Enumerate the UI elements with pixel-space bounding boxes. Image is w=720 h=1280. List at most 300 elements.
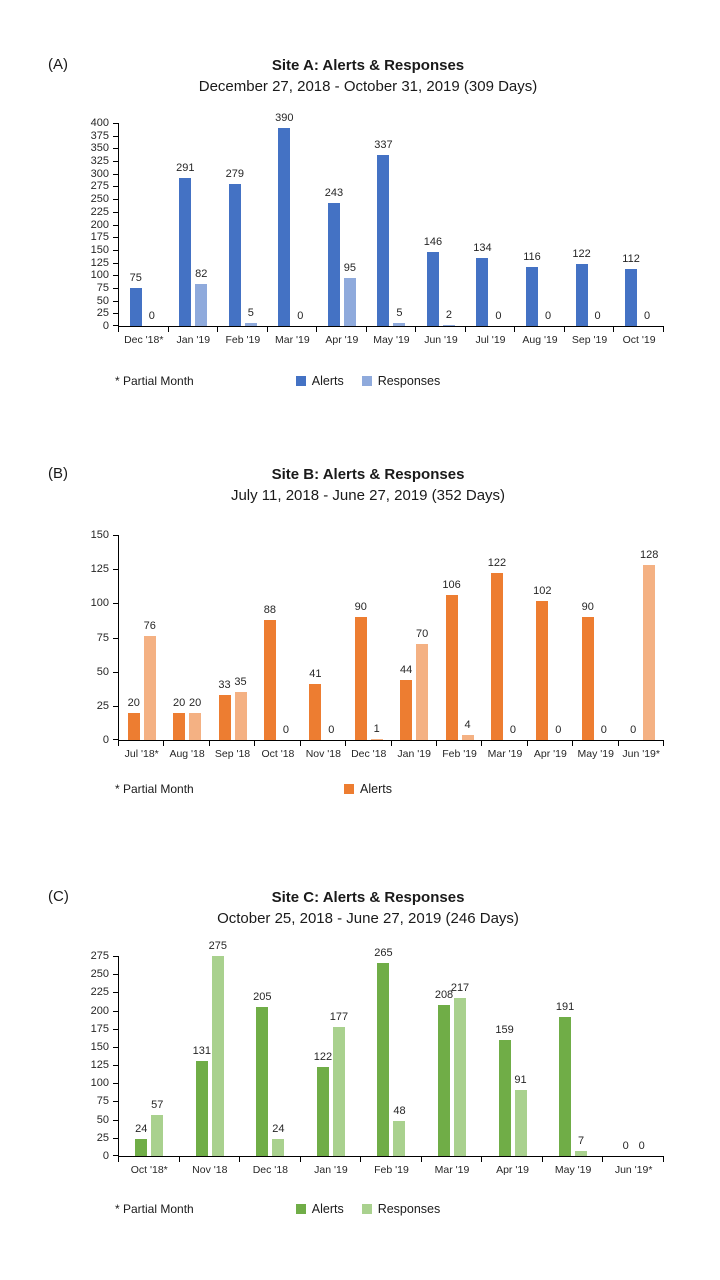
legend-label: Alerts	[311, 374, 344, 388]
bar-value-label: 0	[544, 310, 552, 322]
bar-value-label: 177	[329, 1011, 349, 1024]
bar-value-label: 122	[572, 248, 591, 261]
x-axis-label: Jan '19	[176, 334, 211, 346]
y-tick	[113, 1029, 118, 1030]
bar-value-label: 90	[354, 601, 367, 613]
y-tick	[113, 136, 118, 137]
bar-value-label: 265	[374, 947, 393, 960]
bar-group	[164, 535, 209, 740]
y-tick-label: 75	[96, 281, 109, 294]
x-tick	[345, 741, 346, 746]
bar-alerts	[275, 112, 294, 326]
bar-value-label: 20	[127, 696, 140, 709]
bar-value-label: 275	[208, 940, 227, 952]
y-tick-label: 75	[96, 631, 109, 644]
y-tick	[113, 1120, 118, 1121]
x-tick	[316, 327, 317, 332]
chart-a-title: Site A: Alerts & Responses	[271, 57, 465, 74]
bar-responses	[450, 982, 470, 1156]
bar-alerts	[309, 667, 322, 740]
partial-month-footnote: * Partial Month	[115, 1202, 194, 1216]
y-tick-label: 175	[90, 231, 109, 244]
bar-value-label: 191	[555, 1001, 575, 1014]
y-tick	[113, 992, 118, 993]
chart-c-subtitle: October 25, 2018 - June 27, 2019 (246 Days)	[217, 910, 519, 927]
x-axis-label: Mar '19	[275, 334, 310, 346]
bar-group	[301, 956, 362, 1156]
x-tick	[163, 741, 164, 746]
y-tick	[113, 325, 118, 326]
x-tick	[118, 327, 119, 332]
x-axis-label: Aug '19	[522, 334, 558, 346]
x-tick	[436, 741, 437, 746]
y-tick-label: 250	[90, 968, 109, 981]
bar-value-label: 0	[509, 724, 517, 736]
x-tick	[421, 1157, 422, 1162]
bar-value-label: 0	[638, 1140, 645, 1152]
x-tick	[527, 741, 528, 746]
legend-label: Alerts	[311, 1202, 344, 1216]
panel-label-a: (A)	[48, 56, 68, 73]
bar-value-label: 88	[263, 603, 277, 616]
y-tick	[113, 1155, 118, 1156]
bar-responses	[208, 940, 227, 1156]
bar-value-label: 41	[309, 667, 322, 680]
bar-group	[210, 535, 255, 740]
bar-responses	[514, 1073, 527, 1156]
x-axis-label: Jul '18*	[124, 748, 159, 760]
x-axis-label: Jul '19	[475, 334, 506, 346]
x-tick	[360, 1157, 361, 1162]
chart-c-title: Site C: Alerts & Responses	[271, 889, 465, 906]
legend-item-alerts	[296, 374, 344, 388]
bar-value-label: 0	[600, 724, 607, 736]
bar-value-label: 4	[464, 718, 471, 731]
bar-alerts	[572, 248, 591, 326]
bar-group	[119, 123, 169, 326]
y-tick	[113, 250, 118, 251]
bar-value-label: 102	[533, 584, 552, 597]
x-axis-label: Apr '19	[325, 334, 359, 346]
x-axis-label: Nov '18	[305, 748, 341, 760]
responses-legend-swatch	[362, 1204, 372, 1214]
x-axis-label: Feb '19	[225, 334, 261, 346]
bar-group	[603, 956, 664, 1156]
alerts-legend-swatch	[296, 376, 306, 386]
bar-group	[416, 123, 466, 326]
y-tick	[113, 1083, 118, 1084]
bar-value-label: 390	[275, 112, 294, 125]
x-axis-label: Apr '19	[533, 748, 567, 760]
y-tick-label: 0	[102, 734, 109, 746]
legend-item-responses	[362, 374, 441, 388]
chart-b-title: Site B: Alerts & Responses	[271, 466, 465, 483]
bar-group	[119, 535, 164, 740]
x-axis-label: Jan '19	[314, 1164, 348, 1176]
x-tick	[613, 327, 614, 332]
y-tick-label: 375	[90, 129, 109, 142]
y-tick	[113, 956, 118, 957]
x-tick	[481, 741, 482, 746]
plot-area	[118, 112, 664, 327]
y-tick-label: 50	[96, 1113, 109, 1126]
bar-value-label: 95	[343, 261, 357, 274]
bar-value-label: 128	[639, 549, 659, 562]
y-tick	[113, 186, 118, 187]
bar-value-label: 57	[151, 1098, 164, 1111]
panel-label-c: (C)	[48, 888, 69, 905]
y-tick	[113, 638, 118, 639]
y-tick-label: 200	[90, 1004, 109, 1017]
y-tick-label: 175	[90, 1022, 109, 1035]
x-tick	[564, 327, 565, 332]
x-axis-label: Dec '18	[351, 748, 387, 760]
y-tick-label: 0	[102, 320, 109, 332]
bar-alerts	[495, 1024, 514, 1156]
x-tick	[179, 1157, 180, 1162]
bar-responses	[272, 1122, 285, 1156]
y-tick	[113, 263, 118, 264]
bar-group	[482, 956, 543, 1156]
y-tick-label: 50	[96, 665, 109, 678]
chart-a-footer	[68, 372, 668, 390]
x-axis-label: Mar '19	[487, 748, 523, 760]
site-b-chart-panel	[48, 465, 668, 798]
bar-group	[573, 535, 618, 740]
y-tick-label: 25	[96, 307, 109, 320]
bar-value-label: 82	[195, 268, 208, 281]
site-c-chart-panel	[48, 888, 668, 1218]
bar-alerts	[442, 579, 461, 740]
bar-alerts	[473, 242, 492, 326]
x-tick	[118, 741, 119, 746]
x-axis-label: Sep '18	[214, 748, 251, 760]
bar-value-label: 0	[148, 310, 155, 322]
bar-alerts	[129, 271, 142, 326]
x-tick	[542, 1157, 543, 1162]
bar-alerts	[172, 696, 186, 740]
bar-group	[346, 535, 391, 740]
x-tick	[209, 741, 210, 746]
y-axis	[68, 950, 118, 1162]
bar-alerts	[225, 168, 245, 326]
bar-value-label: 134	[473, 242, 492, 254]
bar-alerts	[263, 603, 277, 740]
bar-alerts	[533, 584, 552, 740]
bar-group	[240, 956, 301, 1156]
bar-value-label: 0	[282, 724, 289, 736]
bar-group	[301, 535, 346, 740]
bar-group	[614, 123, 664, 326]
y-tick	[113, 237, 118, 238]
chart-c-plot-row	[68, 940, 668, 1162]
x-tick	[663, 327, 664, 332]
bar-responses	[639, 549, 659, 740]
bar-group	[169, 123, 219, 326]
y-tick	[113, 569, 118, 570]
legend-item-alerts	[296, 1202, 344, 1216]
bar-value-label: 2	[445, 309, 453, 321]
bar-value-label: 1	[373, 722, 380, 735]
bar-alerts	[523, 251, 541, 326]
bar-group	[180, 940, 241, 1156]
bar-responses	[234, 676, 247, 740]
bar-value-label: 106	[442, 579, 461, 592]
bar-value-label: 337	[374, 138, 393, 151]
bar-alerts	[135, 1122, 148, 1156]
bar-group	[482, 535, 527, 740]
bar-value-label: 208	[434, 988, 454, 1001]
bar-value-label: 217	[450, 982, 470, 995]
bar-value-label: 291	[176, 162, 195, 175]
bar-value-label: 205	[253, 990, 272, 1003]
x-axis-label: Feb '19	[442, 748, 477, 760]
x-tick	[217, 327, 218, 332]
bar-value-label: 90	[581, 601, 594, 613]
bar-responses	[393, 1105, 406, 1156]
x-axis-label: Feb '19	[374, 1164, 409, 1176]
site-a-chart-panel	[48, 56, 668, 390]
y-tick-label: 325	[90, 155, 109, 168]
bar-value-label: 48	[393, 1105, 406, 1118]
chart-c-footer	[68, 1200, 668, 1218]
bar-value-label: 44	[400, 663, 413, 676]
x-axis-label: May '19	[554, 1164, 592, 1176]
bar-value-label: 0	[594, 310, 601, 322]
x-axis-label: Mar '19	[434, 1164, 470, 1176]
y-tick	[113, 1047, 118, 1048]
x-axis-label: Jun '19	[424, 334, 458, 346]
y-tick	[113, 706, 118, 707]
bar-responses	[245, 307, 257, 326]
y-tick	[113, 313, 118, 314]
bar-value-label: 75	[129, 271, 142, 284]
y-tick-label: 25	[96, 699, 109, 712]
y-tick-label: 125	[90, 256, 109, 269]
y-tick	[113, 974, 118, 975]
x-axis-label: Jun '19*	[614, 1164, 653, 1176]
bar-alerts	[581, 601, 594, 740]
y-tick	[113, 1011, 118, 1012]
x-tick	[481, 1157, 482, 1162]
bar-alerts	[622, 253, 640, 326]
y-tick-label: 150	[90, 1040, 109, 1053]
bar-alerts	[423, 235, 443, 326]
y-tick	[113, 288, 118, 289]
x-axis-label: Aug '18	[169, 748, 205, 760]
chart-b-plot-row	[68, 529, 668, 746]
bar-value-label: 0	[328, 724, 335, 736]
bar-alerts	[487, 557, 507, 740]
legend-item-responses	[362, 1202, 441, 1216]
bar-responses	[575, 1134, 587, 1156]
y-tick	[113, 1101, 118, 1102]
legend-item-alerts	[344, 782, 392, 796]
x-tick	[239, 1157, 240, 1162]
x-axis-label: Apr '19	[496, 1164, 530, 1176]
x-tick	[118, 1157, 119, 1162]
bar-responses	[343, 261, 357, 326]
y-tick	[113, 123, 118, 124]
x-axis-label: May '19	[577, 748, 614, 760]
bar-value-label: 0	[555, 724, 562, 736]
x-tick	[514, 327, 515, 332]
bar-value-label: 112	[622, 253, 640, 266]
y-tick-label: 225	[90, 986, 109, 999]
x-tick	[465, 327, 466, 332]
x-axis-label: May '19	[373, 334, 410, 346]
bar-value-label: 122	[313, 1051, 333, 1064]
bar-group	[466, 123, 516, 326]
x-axis-label: Oct '19	[622, 334, 656, 346]
bar-value-label: 20	[172, 696, 186, 709]
bar-value-label: 35	[234, 676, 247, 689]
legend-label: Responses	[377, 374, 441, 388]
x-axis-label: Dec '18	[252, 1164, 288, 1176]
bar-value-label: 24	[135, 1122, 148, 1135]
bar-group	[528, 535, 573, 740]
bar-responses	[393, 307, 405, 326]
partial-month-footnote: * Partial Month	[115, 782, 194, 796]
bar-value-label: 91	[514, 1073, 527, 1086]
y-tick	[113, 275, 118, 276]
bar-alerts	[218, 678, 231, 740]
bar-group	[367, 123, 417, 326]
bar-value-label: 5	[396, 307, 403, 320]
bar-responses	[462, 718, 474, 740]
bar-value-label: 70	[416, 628, 429, 641]
bar-group	[255, 535, 300, 740]
x-tick	[415, 327, 416, 332]
bar-alerts	[354, 601, 367, 740]
x-tick	[254, 741, 255, 746]
bar-value-label: 33	[218, 678, 231, 691]
y-tick-label: 100	[90, 269, 109, 282]
y-tick	[113, 1138, 118, 1139]
y-tick-label: 100	[90, 597, 109, 610]
bar-group	[422, 956, 483, 1156]
bar-group	[119, 956, 180, 1156]
bar-alerts	[313, 1051, 333, 1156]
bar-responses	[188, 696, 202, 740]
bar-value-label: 5	[247, 307, 254, 320]
y-tick	[113, 535, 118, 536]
bar-group	[565, 123, 615, 326]
bar-alerts	[192, 1044, 211, 1156]
bar-alerts	[324, 186, 344, 326]
y-tick-label: 125	[90, 1059, 109, 1072]
alerts-legend-swatch	[296, 1204, 306, 1214]
bar-responses	[371, 722, 383, 740]
bar-value-label: 20	[188, 696, 202, 709]
bar-alerts	[127, 696, 140, 740]
bar-group	[437, 535, 482, 740]
x-tick	[602, 1157, 603, 1162]
x-axis-label: Oct '18*	[130, 1164, 168, 1176]
x-tick	[663, 1157, 664, 1162]
bar-responses	[416, 628, 429, 740]
bar-value-label: 243	[324, 186, 344, 199]
x-axis-label: Nov '18	[192, 1164, 228, 1176]
y-tick	[113, 174, 118, 175]
bar-value-label: 0	[630, 724, 637, 736]
y-tick	[113, 603, 118, 604]
y-tick-label: 50	[96, 294, 109, 307]
y-tick-label: 275	[90, 950, 109, 962]
y-tick-label: 275	[90, 180, 109, 193]
x-tick	[663, 741, 664, 746]
bar-alerts	[400, 663, 413, 740]
y-axis	[68, 117, 118, 332]
bar-alerts	[374, 138, 393, 326]
x-tick	[572, 741, 573, 746]
bar-alerts	[374, 947, 393, 1156]
y-tick-label: 300	[90, 167, 109, 180]
bar-value-label: 0	[297, 310, 304, 322]
x-axis-label: Jun '19*	[622, 748, 660, 760]
plot-area	[118, 940, 664, 1157]
panel-label-b: (B)	[48, 465, 68, 482]
bar-responses	[151, 1098, 164, 1156]
x-axis-label: Jan '19	[397, 748, 431, 760]
bar-group	[218, 123, 268, 326]
x-tick	[618, 741, 619, 746]
y-tick-label: 0	[102, 1150, 109, 1162]
y-tick-label: 200	[90, 218, 109, 231]
bar-group	[543, 956, 604, 1156]
y-tick	[113, 1065, 118, 1066]
legend-label: Responses	[377, 1202, 441, 1216]
bar-value-label: 122	[487, 557, 507, 570]
bar-responses	[195, 268, 208, 326]
bar-value-label: 7	[578, 1134, 585, 1147]
bar-value-label: 159	[495, 1024, 514, 1037]
bar-value-label: 0	[644, 310, 651, 322]
bar-responses	[329, 1011, 349, 1156]
chart-a-plot-row	[68, 112, 668, 332]
bar-value-label: 279	[225, 168, 245, 181]
x-tick	[391, 741, 392, 746]
chart-b-footer	[68, 780, 668, 798]
x-tick	[267, 327, 268, 332]
y-tick	[113, 672, 118, 673]
x-axis-labels	[119, 748, 664, 760]
y-tick	[113, 161, 118, 162]
y-tick-label: 25	[96, 1131, 109, 1144]
bar-group	[268, 112, 318, 326]
responses-legend-swatch	[362, 376, 372, 386]
bar-alerts	[555, 1001, 575, 1156]
y-tick	[113, 225, 118, 226]
y-tick-label: 75	[96, 1095, 109, 1108]
bar-group	[391, 535, 436, 740]
y-tick-label: 225	[90, 205, 109, 218]
bar-group	[515, 123, 565, 326]
bar-value-label: 0	[622, 1140, 629, 1152]
bar-alerts	[434, 988, 454, 1156]
bar-responses	[443, 309, 455, 326]
plot-area	[118, 535, 664, 741]
bar-value-label: 146	[423, 235, 443, 248]
x-tick	[300, 741, 301, 746]
x-axis-label: Oct '18	[261, 748, 295, 760]
x-axis-label: Sep '19	[571, 334, 608, 346]
bar-group	[361, 947, 422, 1156]
y-tick	[113, 739, 118, 740]
bar-value-label: 76	[143, 620, 156, 633]
x-tick	[366, 327, 367, 332]
y-tick	[113, 148, 118, 149]
